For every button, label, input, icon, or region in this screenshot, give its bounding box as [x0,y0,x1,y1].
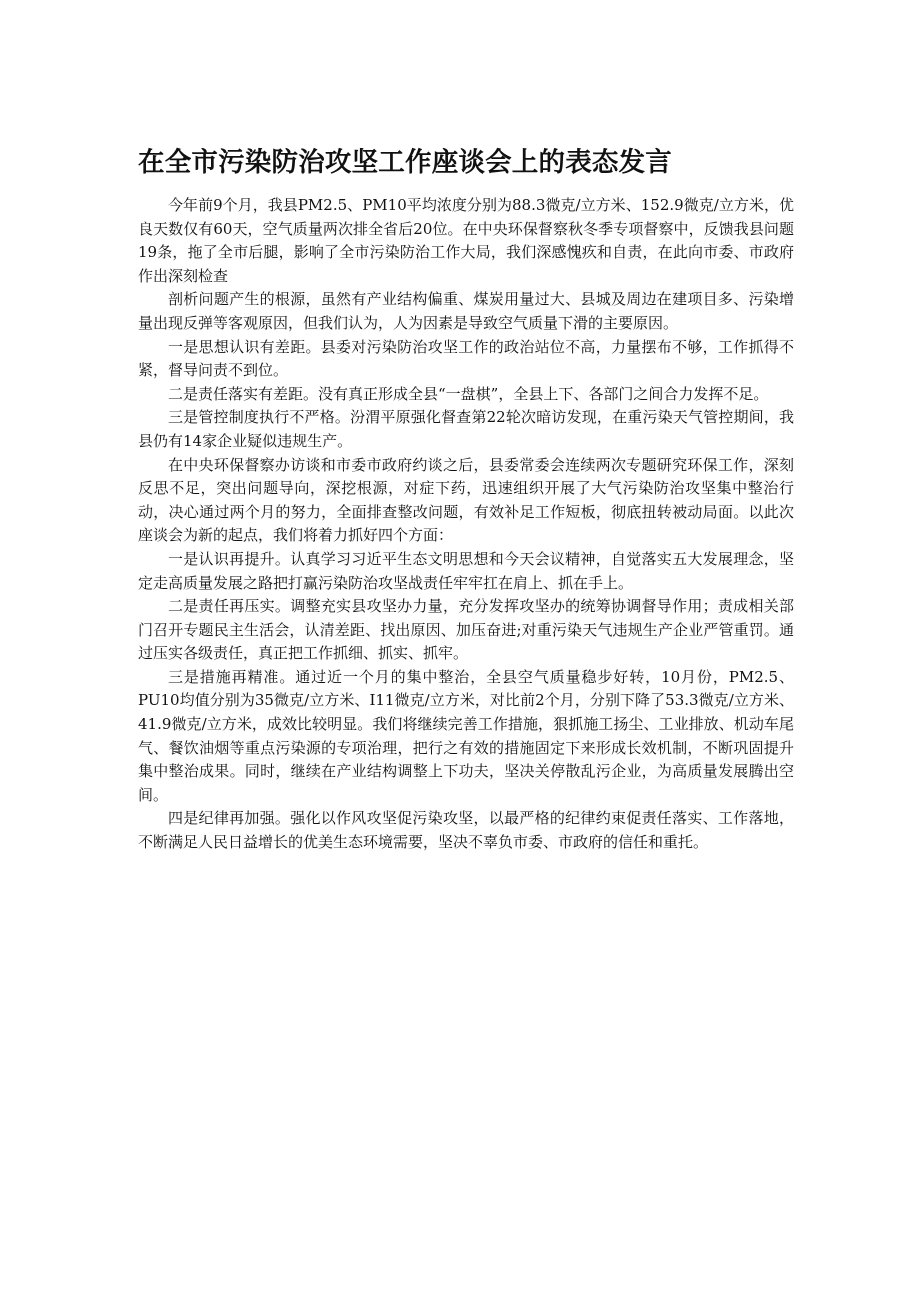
paragraph-measure-precision: 三是措施再精准。通过近一个月的集中整治，全县空气质量稳步好转，10月份，PM2.5、PU10均值分别为35微克/立方米、I11微克/立方米，对比前2个月，分别下降了53.3微克/立方米、41.9微克/立方米，成效比较明显。我们将继续完善工作措施，狠抓施工扬尘、工业排放、机动车尾气、餐饮油烟等重点污染源的专项治理，把行之有效的措施固定下来形成长效机制，不断巩固提升集中整治成果。同时，继续在产业结构调整上下功夫，坚决关停散乱污企业，为高质量发展腾出空间。 [138,667,794,804]
paragraph-measure-discipline: 四是纪律再加强。强化以作风攻坚促污染攻坚，以最严格的纪律约束促责任落实、工作落地，不断满足人民日益增长的优美生态环境需要，坚决不辜负市委、市政府的信任和重托。 [138,809,794,852]
paragraph-gap-thinking: 一是思想认识有差距。县委对污染防治攻坚工作的政治站位不高，力量摆布不够，工作抓得不紧，督导问责不到位。 [138,337,794,380]
paragraph-measure-awareness: 一是认识再提升。认真学习习近平生态文明思想和今天会议精神，自觉落实五大发展理念，坚定走高质量发展之路把打赢污染防治攻坚战责任牢牢扛在肩上、抓在手上。 [138,549,794,592]
paragraph-gap-responsibility: 二是责任落实有差距。没有真正形成全县“一盘棋”，全县上下、各部门之间合力发挥不足。 [168,384,769,403]
paragraph-pollution-status: 今年前9个月，我县PM2.5、PM10平均浓度分别为88.3微克/立方米、152.9微克/立方米，优良天数仅有60天，空气质量两次排全省后20位。在中央环保督察秋冬季专项督察中，反馈我县问题19条，拖了全市后腿，影响了全市污染防治工作大局，我们深感愧疚和自责，在此向市委、市政府作出深刻检查 [138,196,794,285]
paragraph-root-cause: 剖析问题产生的根源，虽然有产业结构偏重、煤炭用量过大、县城及周边在建项目多、污染增量出现反弹等客观原因，但我们认为，人为因素是导致空气质量下滑的主要原因。 [138,290,794,332]
paragraph-gap-enforcement: 三是管控制度执行不严格。汾渭平原强化督查第22轮次暗访发现，在重污染天气管控期间，我县仍有14家企业疑似违规生产。 [138,408,794,450]
document-title: 在全市污染防治攻坚工作座谈会上的表态发言 [138,147,672,178]
paragraph-rectification: 在中央环保督察办访谈和市委市政府约谈之后，县委常委会连续两次专题研究环保工作，深刻反思不足，突出问题导向，深挖根源，对症下药，迅速组织开展了大气污染防治攻坚集中整治行动，决心通过两个月的努力，全面排查整改问题，有效补足工作短板，彻底扭转被动局面。以此次座谈会为新的起点，我们将着力抓好四个方面： [138,455,794,545]
document-page [138,146,794,855]
paragraph-measure-responsibility: 二是责任再压实。调整充实县攻坚办力量，充分发挥攻坚办的统筹协调督导作用；责成相关部门召开专题民主生活会，认清差距、找出原因、加压奋进;对重污染天气违规生产企业严管重罚。通过压实各级责任，真正把工作抓细、抓实、抓牢。 [138,597,794,663]
